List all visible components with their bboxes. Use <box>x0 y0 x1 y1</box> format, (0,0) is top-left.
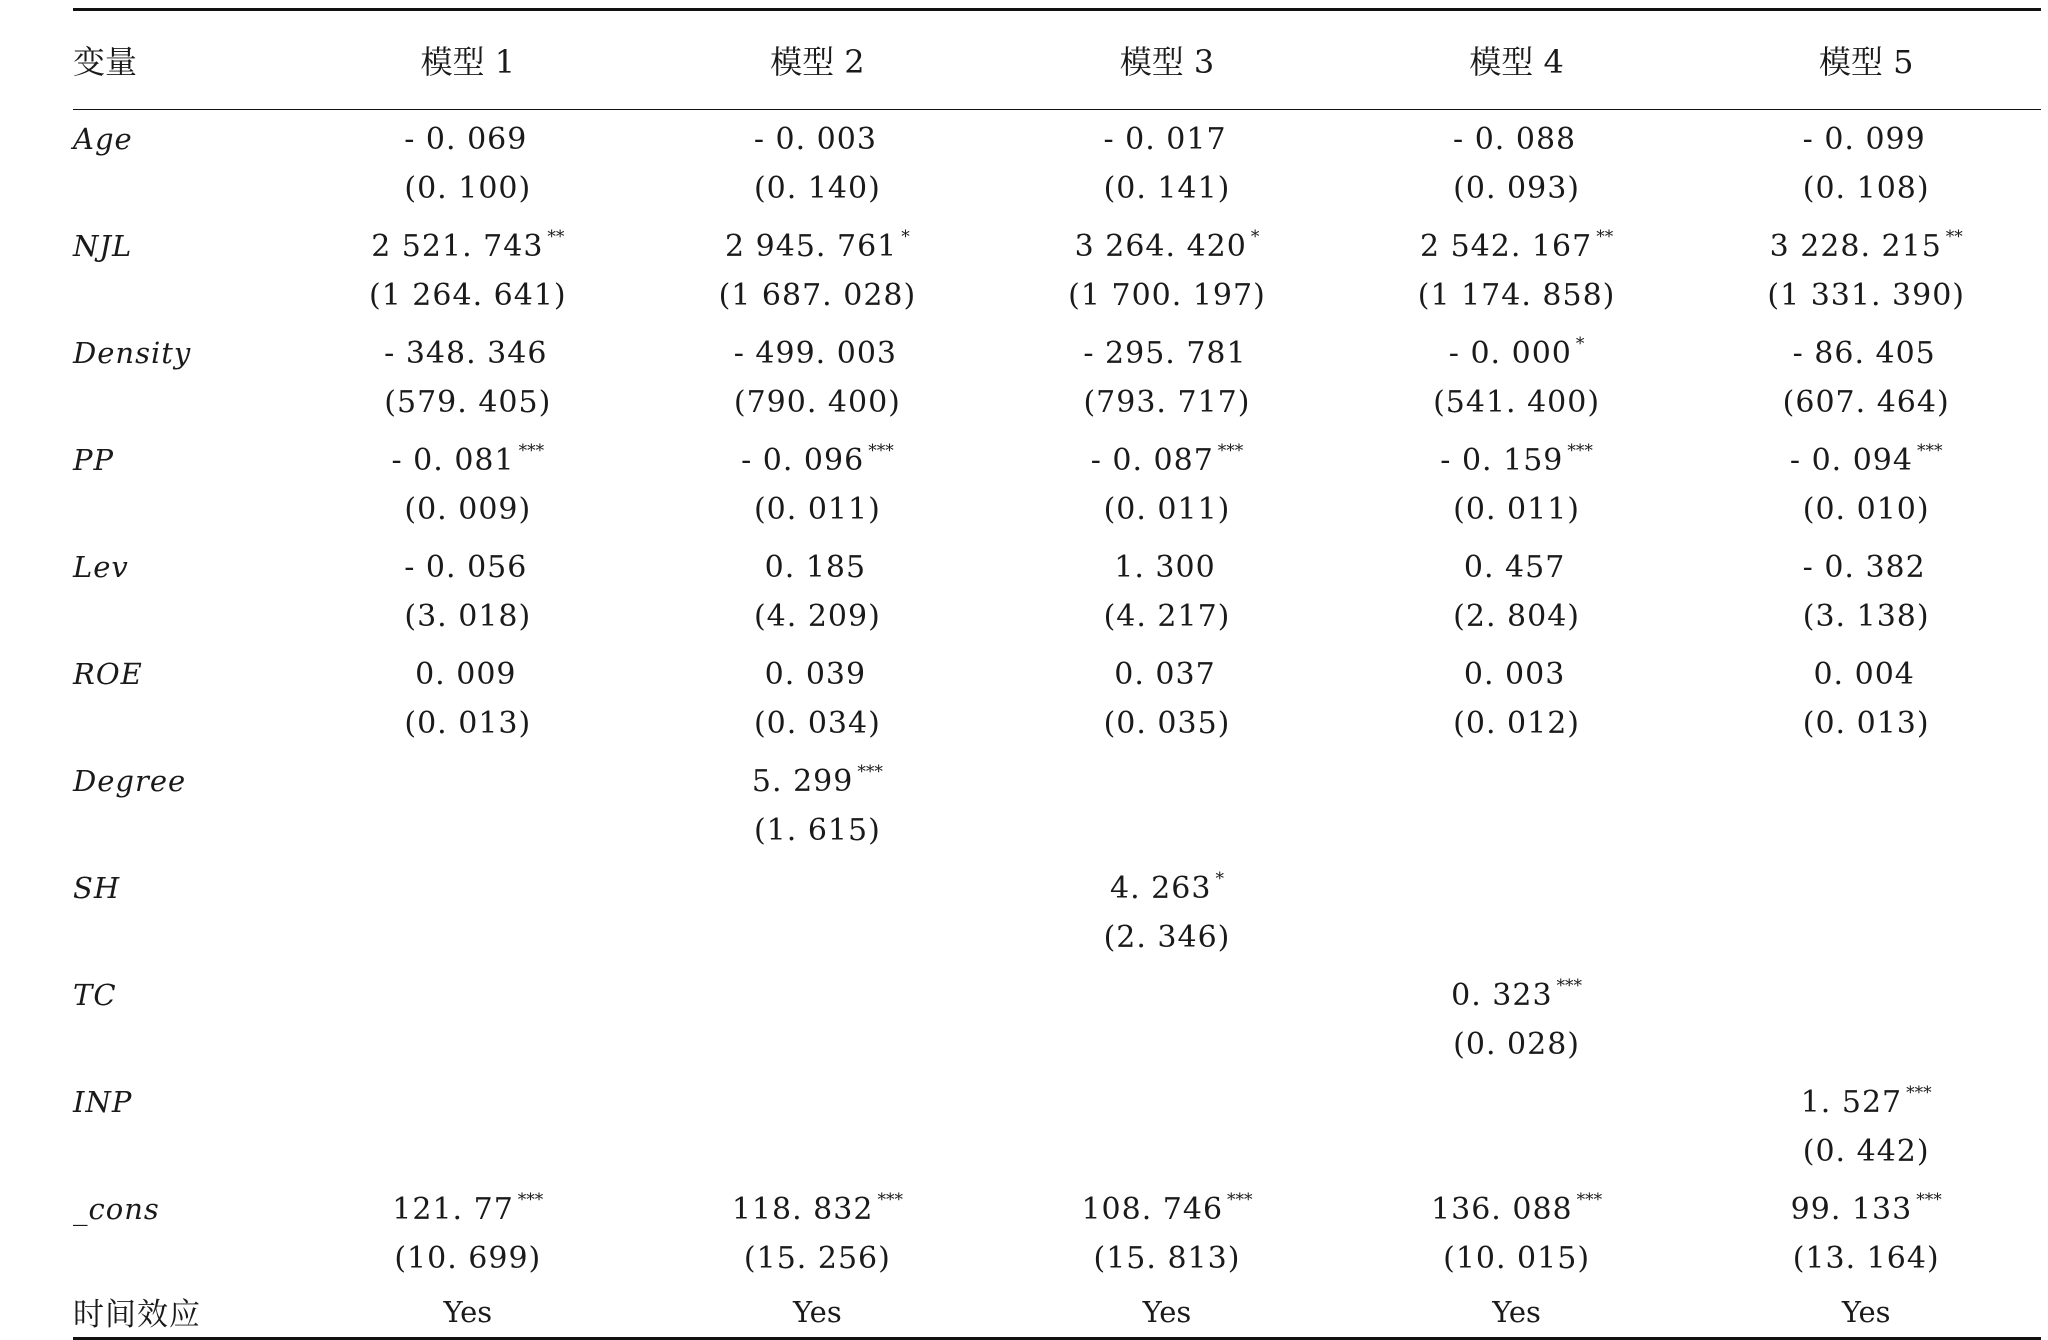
coef-cell <box>1342 859 1692 913</box>
standard-error-cell: (10. 015) <box>1443 1240 1591 1276</box>
coef-value: - 499. 003 <box>733 336 898 372</box>
standard-error-row <box>73 485 2041 539</box>
coef-value: - 348. 346 <box>384 336 548 372</box>
coef-cell <box>1691 752 2041 806</box>
coef-cell <box>992 1073 1342 1127</box>
time-effect-value: Yes <box>1841 1294 1891 1329</box>
standard-error-cell: (0. 011) <box>753 491 881 527</box>
standard-error-cell <box>293 806 643 860</box>
coef-row <box>73 431 2041 485</box>
variable-name: Lev <box>73 549 129 584</box>
significance-stars: *** <box>1916 1190 1942 1211</box>
coef-value: 1. 300 <box>1114 550 1216 586</box>
standard-error-cell <box>1342 806 1692 860</box>
significance-stars: *** <box>857 762 883 783</box>
standard-error-cell: (1. 615) <box>753 812 881 848</box>
coef-value: 0. 003 <box>1463 657 1566 693</box>
standard-error-cell <box>1342 913 1692 967</box>
coef-cell <box>1342 110 1692 164</box>
coef-value: - 86. 405 <box>1792 336 1936 372</box>
coef-value: - 0. 003 <box>753 122 877 158</box>
coef-cell <box>643 431 993 485</box>
coef-cell <box>1691 966 2041 1020</box>
standard-error-cell: (1 700. 197) <box>1068 277 1266 313</box>
standard-error-cell: (3. 018) <box>404 598 532 634</box>
coef-row <box>73 1073 2041 1127</box>
standard-error-cell <box>293 1020 643 1074</box>
time-effect-row <box>73 1287 2041 1338</box>
coef-value: - 0. 056 <box>404 550 528 586</box>
coef-cell <box>992 217 1342 271</box>
variable-name: Age <box>73 121 133 156</box>
blank-cell <box>73 592 293 646</box>
coef-cell <box>992 110 1342 164</box>
significance-stars: * <box>1250 227 1260 248</box>
standard-error-cell: (1 687. 028) <box>718 277 917 313</box>
standard-error-cell: (0. 012) <box>1453 705 1580 741</box>
coef-row <box>73 110 2041 164</box>
standard-error-cell <box>992 1127 1342 1181</box>
coef-cell <box>992 1180 1342 1234</box>
coef-cell <box>643 538 993 592</box>
standard-error-cell: (0. 034) <box>753 705 881 741</box>
coef-value: - 0. 099 <box>1802 122 1926 158</box>
coef-row <box>73 966 2041 1020</box>
coef-value: - 0. 081 <box>391 443 515 479</box>
standard-error-cell: (541. 400) <box>1433 384 1601 420</box>
standard-error-cell: (0. 100) <box>404 170 532 206</box>
coef-cell <box>293 966 643 1020</box>
standard-error-cell: (1 174. 858) <box>1417 277 1616 313</box>
coef-value: 3 264. 420 <box>1074 229 1247 265</box>
coef-value: 136. 088 <box>1431 1192 1573 1228</box>
blank-cell <box>73 913 293 967</box>
variable-name: TC <box>73 977 117 1012</box>
blank-cell <box>73 806 293 860</box>
coef-cell <box>992 966 1342 1020</box>
coef-cell <box>1691 110 2041 164</box>
standard-error-cell: (1 264. 641) <box>368 277 567 313</box>
significance-stars: *** <box>518 441 545 462</box>
standard-error-cell: (4. 217) <box>1103 598 1231 634</box>
variable-name: Density <box>73 335 192 370</box>
coef-value: - 0. 088 <box>1453 122 1577 158</box>
significance-stars: *** <box>1567 441 1593 462</box>
standard-error-cell <box>1691 1020 2041 1074</box>
blank-cell <box>73 1234 293 1288</box>
coef-value: - 0. 087 <box>1090 443 1214 479</box>
standard-error-cell <box>293 913 643 967</box>
coef-value: 0. 009 <box>415 657 517 693</box>
coef-cell <box>1691 431 2041 485</box>
coef-value: 3 228. 215 <box>1769 229 1942 265</box>
standard-error-cell <box>643 1020 993 1074</box>
coef-cell <box>643 1073 993 1127</box>
standard-error-row <box>73 1020 2041 1074</box>
coef-cell <box>293 217 643 271</box>
header-variable: 变量 <box>73 43 138 81</box>
header-model-1: 模型 1 <box>420 43 516 81</box>
standard-error-cell: (15. 256) <box>743 1240 891 1276</box>
time-effect-value: Yes <box>1492 1294 1541 1329</box>
standard-error-cell <box>1691 913 2041 967</box>
blank-cell <box>73 164 293 218</box>
standard-error-row <box>73 699 2041 753</box>
coef-cell <box>293 431 643 485</box>
significance-stars: ** <box>1596 227 1614 248</box>
standard-error-cell: (2. 346) <box>1103 919 1231 955</box>
coef-value: - 0. 094 <box>1789 443 1913 479</box>
significance-stars: *** <box>1576 1190 1603 1211</box>
coef-value: 2 945. 761 <box>725 229 898 265</box>
regression-table <box>73 8 2041 1340</box>
standard-error-row <box>73 378 2041 432</box>
standard-error-row <box>73 1234 2041 1288</box>
time-effect-value: Yes <box>793 1294 842 1329</box>
coef-value: 2 542. 167 <box>1419 229 1593 265</box>
significance-stars: * <box>901 227 910 248</box>
coef-cell <box>1342 217 1692 271</box>
header-row <box>73 10 2041 110</box>
coef-row <box>73 217 2041 271</box>
blank-cell <box>73 271 293 325</box>
coef-row <box>73 538 2041 592</box>
standard-error-row <box>73 271 2041 325</box>
coef-cell <box>992 859 1342 913</box>
standard-error-cell: (0. 013) <box>404 705 532 741</box>
standard-error-cell <box>293 1127 643 1181</box>
significance-stars: * <box>1215 869 1224 890</box>
coef-cell <box>992 431 1342 485</box>
coef-cell <box>1342 538 1692 592</box>
coef-cell <box>1342 1180 1692 1234</box>
regression-table-container <box>73 8 2041 1340</box>
header-model-5: 模型 5 <box>1818 43 1914 81</box>
standard-error-cell: (579. 405) <box>384 384 552 420</box>
standard-error-cell: (0. 013) <box>1802 705 1930 741</box>
standard-error-cell: (13. 164) <box>1792 1240 1940 1276</box>
significance-stars: * <box>1575 334 1585 355</box>
variable-name: _cons <box>73 1191 160 1226</box>
coef-value: - 295. 781 <box>1083 336 1247 372</box>
standard-error-cell <box>992 1020 1342 1074</box>
coef-value: 4. 263 <box>1110 871 1212 907</box>
standard-error-row <box>73 806 2041 860</box>
coef-value: - 0. 017 <box>1103 122 1227 158</box>
blank-cell <box>73 1127 293 1181</box>
coef-cell <box>643 966 993 1020</box>
standard-error-row <box>73 164 2041 218</box>
coef-value: 108. 746 <box>1081 1192 1224 1228</box>
standard-error-cell <box>643 913 993 967</box>
standard-error-cell: (0. 442) <box>1802 1133 1930 1169</box>
header-model-4: 模型 4 <box>1469 43 1564 81</box>
coef-cell <box>293 538 643 592</box>
coef-cell <box>1691 324 2041 378</box>
coef-cell <box>1342 752 1692 806</box>
coef-cell <box>1342 645 1692 699</box>
coef-cell <box>1691 1073 2041 1127</box>
significance-stars: *** <box>1556 976 1583 997</box>
coef-cell <box>1342 431 1692 485</box>
coef-value: - 0. 069 <box>404 122 528 158</box>
coef-value: - 0. 159 <box>1440 443 1564 479</box>
standard-error-cell: (790. 400) <box>733 384 901 420</box>
significance-stars: ** <box>547 227 565 248</box>
coef-value: 0. 037 <box>1114 657 1216 693</box>
coef-row <box>73 645 2041 699</box>
standard-error-row <box>73 913 2041 967</box>
coef-cell <box>293 1073 643 1127</box>
standard-error-cell: (0. 141) <box>1103 170 1231 206</box>
standard-error-cell <box>643 1127 993 1181</box>
standard-error-cell: (793. 717) <box>1083 384 1251 420</box>
coef-cell <box>992 645 1342 699</box>
coef-cell <box>992 538 1342 592</box>
coef-cell <box>1342 324 1692 378</box>
coef-cell <box>293 859 643 913</box>
header-model-3: 模型 3 <box>1119 43 1215 81</box>
coef-cell <box>992 324 1342 378</box>
coef-cell <box>1691 859 2041 913</box>
time-effect-label: 时间效应 <box>73 1297 201 1334</box>
coef-value: - 0. 382 <box>1802 550 1926 586</box>
coef-row <box>73 859 2041 913</box>
coef-cell <box>643 217 993 271</box>
coef-cell <box>293 1180 643 1234</box>
coef-cell <box>1342 1073 1692 1127</box>
standard-error-cell <box>1691 806 2041 860</box>
coef-value: 1. 527 <box>1800 1085 1903 1121</box>
coef-value: 118. 832 <box>731 1192 874 1228</box>
coef-value: 0. 004 <box>1813 657 1915 693</box>
table-header <box>73 10 2041 110</box>
coef-value: 0. 457 <box>1463 550 1566 586</box>
coef-value: 99. 133 <box>1790 1192 1913 1228</box>
coef-cell <box>643 752 993 806</box>
standard-error-cell: (0. 010) <box>1802 491 1930 527</box>
standard-error-cell: (607. 464) <box>1782 384 1950 420</box>
table-body <box>73 110 2041 1339</box>
variable-name: PP <box>73 442 115 477</box>
blank-cell <box>73 699 293 753</box>
coef-row <box>73 324 2041 378</box>
standard-error-cell: (3. 138) <box>1802 598 1930 634</box>
standard-error-cell: (4. 209) <box>753 598 881 634</box>
blank-cell <box>73 485 293 539</box>
coef-cell <box>643 859 993 913</box>
standard-error-cell: (0. 011) <box>1103 491 1231 527</box>
coef-row <box>73 1180 2041 1234</box>
header-model-2: 模型 2 <box>770 43 865 81</box>
coef-cell <box>293 645 643 699</box>
coef-value: 0. 185 <box>764 550 867 586</box>
coef-value: 121. 77 <box>392 1192 514 1228</box>
standard-error-cell: (0. 108) <box>1802 170 1930 206</box>
time-effect-value: Yes <box>443 1294 493 1329</box>
coef-cell <box>643 1180 993 1234</box>
standard-error-cell: (1 331. 390) <box>1767 277 1965 313</box>
standard-error-cell: (0. 028) <box>1453 1026 1580 1062</box>
coef-cell <box>293 752 643 806</box>
significance-stars: *** <box>1906 1083 1932 1104</box>
coef-cell <box>1691 645 2041 699</box>
blank-cell <box>73 1020 293 1074</box>
standard-error-cell: (0. 035) <box>1103 705 1231 741</box>
coef-value: - 0. 000 <box>1448 336 1572 372</box>
significance-stars: *** <box>877 1190 903 1211</box>
standard-error-cell <box>992 806 1342 860</box>
coef-value: - 0. 096 <box>741 443 865 479</box>
standard-error-cell: (0. 011) <box>1453 491 1580 527</box>
coef-value: 5. 299 <box>751 764 854 800</box>
coef-cell <box>643 645 993 699</box>
significance-stars: *** <box>1217 441 1244 462</box>
variable-name: INP <box>73 1084 133 1119</box>
coef-cell <box>992 752 1342 806</box>
variable-name: Degree <box>73 763 187 798</box>
blank-cell <box>73 378 293 432</box>
coef-cell <box>293 110 643 164</box>
coef-cell <box>293 324 643 378</box>
coef-cell <box>1691 1180 2041 1234</box>
coef-value: 0. 039 <box>764 657 867 693</box>
coef-row <box>73 752 2041 806</box>
coef-cell <box>1342 966 1692 1020</box>
standard-error-row <box>73 592 2041 646</box>
standard-error-cell: (15. 813) <box>1093 1240 1241 1276</box>
time-effect-value: Yes <box>1142 1294 1192 1329</box>
coef-cell <box>1691 538 2041 592</box>
standard-error-cell: (2. 804) <box>1453 598 1580 634</box>
standard-error-cell: (0. 093) <box>1453 170 1580 206</box>
significance-stars: *** <box>517 1190 544 1211</box>
significance-stars: *** <box>868 441 894 462</box>
significance-stars: ** <box>1945 227 1963 248</box>
standard-error-cell: (0. 009) <box>404 491 532 527</box>
coef-value: 0. 323 <box>1451 978 1553 1014</box>
variable-name: SH <box>73 870 121 905</box>
significance-stars: *** <box>1916 441 1943 462</box>
standard-error-cell <box>1342 1127 1692 1181</box>
variable-name: NJL <box>73 228 133 263</box>
standard-error-cell: (10. 699) <box>394 1240 542 1276</box>
standard-error-row <box>73 1127 2041 1181</box>
variable-name: ROE <box>73 656 143 691</box>
coef-cell <box>643 110 993 164</box>
significance-stars: *** <box>1227 1190 1253 1211</box>
coef-cell <box>643 324 993 378</box>
coef-value: 2 521. 743 <box>371 229 544 265</box>
coef-cell <box>1691 217 2041 271</box>
standard-error-cell: (0. 140) <box>753 170 881 206</box>
